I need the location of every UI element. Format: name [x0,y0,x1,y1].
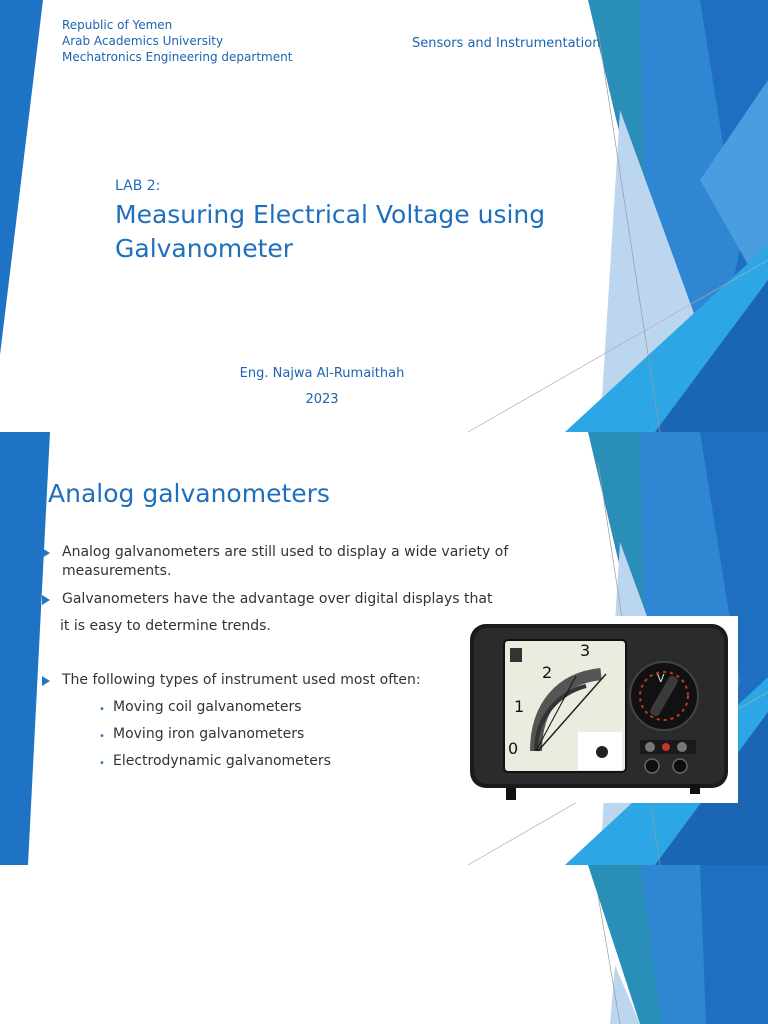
title-slide [0,0,768,432]
scale-label: 2 [542,663,553,682]
next-slide-partial [0,865,768,1024]
bullet-line: measurements. [62,563,172,579]
slide-heading: Analog galvanometers [48,479,330,508]
university-info [62,17,292,65]
content-slide [0,432,768,865]
sub-bullet-dot-icon: • [99,704,105,715]
slide-decoration [0,865,768,1024]
university-line: Arab Academics University [62,34,224,48]
scale-label: 3 [580,641,591,660]
sub-bullet-text: Moving coil galvanometers [113,699,302,715]
university-line: Republic of Yemen [62,18,173,32]
scale-label: 0 [508,739,519,758]
year: 2023 [305,392,339,407]
course-name: Sensors and Instrumentation [412,36,601,51]
galvanometer-illustration [466,616,738,803]
bullet-arrow-icon [42,595,50,605]
bullet-text [62,543,508,581]
bullet-text: it is easy to determine trends. [60,618,271,634]
slide-title [115,198,545,266]
bullet-arrow-icon [42,548,50,558]
galvanometer-image [466,616,738,803]
sub-bullet-dot-icon: • [99,758,105,769]
left-edge-stripe [0,432,50,865]
bullet-text: The following types of instrument used most often: [62,672,421,688]
dial-symbol: V [657,672,665,685]
bullet-arrow-icon [42,676,50,686]
bullet-text: Galvanometers have the advantage over digital displays that [62,591,493,607]
sub-bullet-dot-icon: • [99,731,105,742]
bullet-line: Analog galvanometers are still used to display a wide variety of [62,544,509,560]
title-line: Galvanometer [115,234,294,263]
lab-label: LAB 2: [115,178,161,194]
university-line: Mechatronics Engineering department [62,50,293,64]
sub-bullet-text: Electrodynamic galvanometers [113,753,331,769]
right-band-dark [700,865,768,1024]
sub-bullet-text: Moving iron galvanometers [113,726,305,742]
author-name: Eng. Najwa Al-Rumaithah [239,366,405,381]
scale-label: 1 [514,697,525,716]
title-line: Measuring Electrical Voltage using [115,200,546,229]
left-edge-stripe [0,0,43,355]
